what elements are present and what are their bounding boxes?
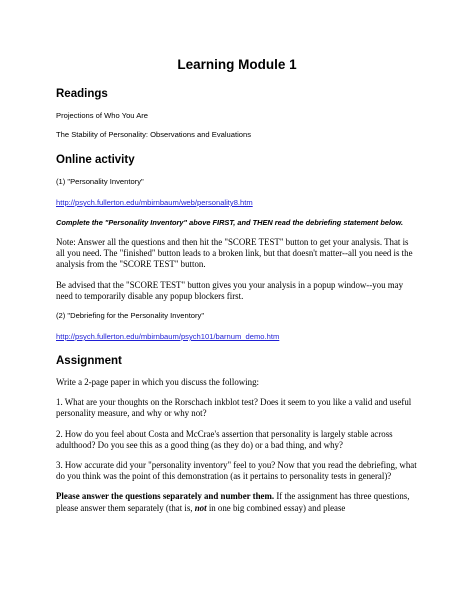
closing-not-emphasis: not: [194, 502, 207, 513]
closing-bold-text: Please answer the questions separately and number them.: [56, 491, 275, 502]
assignment-intro: Write a 2-page paper in which you discuss the following:: [56, 377, 259, 388]
activity-item-2-label: (2) "Debriefing for the Personality Inventory": [56, 311, 205, 321]
reading-item-2: The Stability of Personality: Observations and Evaluations: [56, 130, 252, 139]
readings-heading: Readings: [56, 88, 108, 100]
question-3: 3. How accurate did your "personality inventory" feel to you? Now that you read the debriefing, what do you think was the point of this demonstration (as it pertains to personality tests in general)?: [56, 460, 417, 482]
question-1: 1. What are your thoughts on the Rorschach inkblot test? Does it seem to you like a valid and useful personality measure, and why or why not?: [56, 397, 412, 419]
instruction-text: Complete the "Personality Inventory" above FIRST, and THEN read the debriefing statement below.: [56, 218, 404, 227]
assignment-heading: Assignment: [56, 355, 122, 368]
page-title: Learning Module 1: [177, 57, 297, 72]
advice-paragraph: Be advised that the "SCORE TEST" button gives you your analysis in a popup window--you may need to temporarily disable any popup blockers first.: [56, 279, 404, 301]
closing-paragraph: [56, 491, 418, 513]
online-activity-heading: Online activity: [56, 154, 135, 166]
closing-text-b: in one big combined essay) and please: [206, 502, 346, 513]
personality-inventory-link[interactable]: http://psych.fullerton.edu/mbirnbaum/web/personality8.htm: [56, 198, 253, 207]
activity-item-1-label: (1) "Personality Inventory": [56, 177, 144, 186]
reading-item-1: Projections of Who You Are: [56, 111, 149, 120]
question-2: 2. How do you feel about Costa and McCrae's assertion that personality is largely stable across adulthood? Do you see this as a good thing (as they do) or a bad thing, and why?: [56, 428, 393, 450]
note-paragraph: Note: Answer all the questions and then hit the "SCORE TEST" button to get your analysis. That is all you need. The "finished" button leads to a broken link, but that doesn't matter--all you need is the analysis from the "SCORE TEST" button.: [56, 237, 413, 270]
debriefing-link[interactable]: http://psych.fullerton.edu/mbirnbaum/psych101/barnum_demo.htm: [56, 332, 280, 342]
closing-text-a: If the assignment has three questions, please answer them separately (that is,: [56, 491, 410, 513]
